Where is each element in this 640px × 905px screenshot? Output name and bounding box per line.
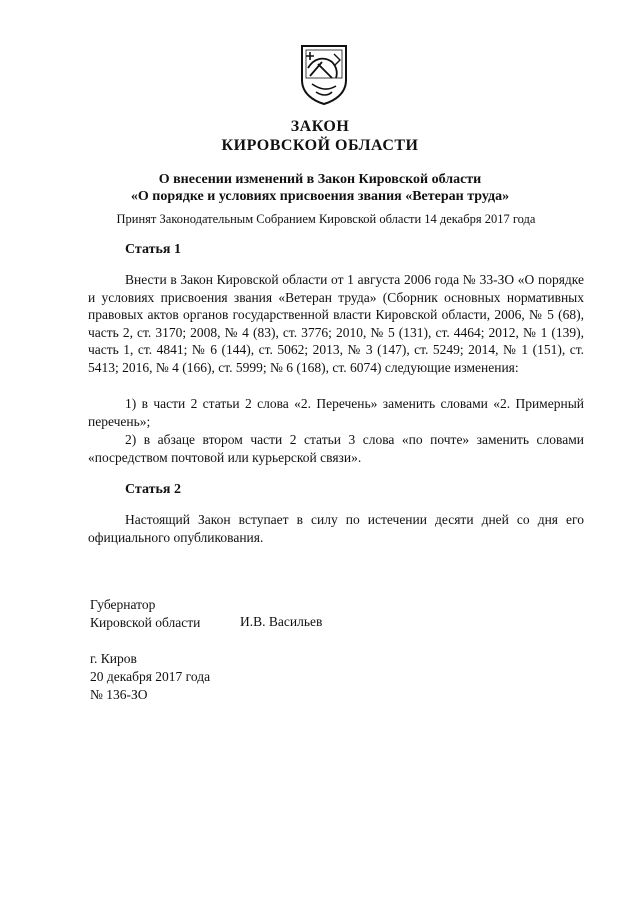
adoption-note: Принят Законодательным Собранием Кировской области 14 декабря 2017 года xyxy=(116,212,536,226)
article-1-item-1: 1) в части 2 статьи 2 слова «2. Перечень» заменить словами «2. Примерный перечень»; xyxy=(88,396,584,429)
subject-line-1: О внесении изменений в Закон Кировской области xyxy=(158,172,482,187)
law-title: ЗАКОН xyxy=(290,118,350,135)
signing-date: 20 декабря 2017 года xyxy=(90,669,211,684)
article-2-heading: Статья 2 xyxy=(125,482,181,497)
article-2-text: Настоящий Закон вступает в силу по истечении десяти дней со дня его официального опубликования. xyxy=(88,512,584,545)
governor-name: И.В. Васильев xyxy=(240,614,323,629)
article-1-item-2: 2) в абзаце втором части 2 статьи 3 слова «по почте» заменить словами «посредством почтовой или курьерской связи». xyxy=(88,432,584,465)
law-number: № 136-ЗО xyxy=(90,687,148,702)
subject-line-2: «О порядке и условиях присвоения звания «Ветеран труда» xyxy=(130,189,510,204)
region-title: КИРОВСКОЙ ОБЛАСТИ xyxy=(221,137,419,154)
article-1-intro: Внести в Закон Кировской области от 1 августа 2006 года № 33-ЗО «О порядке и условиях присвоения звания «Ветеран труда» (Сборник основных нормативных правовых актов органов государственной власти Кировской области, 2006, № 5 (68), часть 2, ст. 3170; 2008, № 4 (83), ст. 3776; 2010, № 5 (131), ст. 4464; 2012, № 1 (139), часть 1, ст. 4841; № 6 (144), ст. 5062; 2013, № 3 (147), ст. 5249; 2014, № 1 (151), ст. 5413; 2016, № 4 (166), ст. 5999; № 6 (168), ст. 6074) следующие изменения: xyxy=(88,272,584,375)
signing-city: г. Киров xyxy=(90,651,137,666)
governor-region: Кировской области xyxy=(90,615,201,630)
governor-title: Губернатор xyxy=(90,597,156,612)
coat-of-arms-icon xyxy=(298,42,350,106)
article-1-heading: Статья 1 xyxy=(125,242,181,257)
